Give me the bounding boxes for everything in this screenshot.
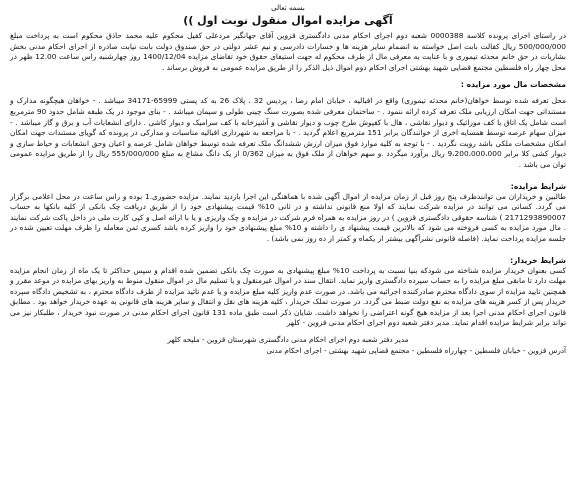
intro-paragraph: در راستای اجرای پرونده کلاسه 0000388 شعبه دوم اجرای احکام مدنی دادگستری قزوین آقای جهانگیر مردعلی کفیل محکوم علیه محمد حاذق محکوم است به پرداخت مبلغ 500/000/000 ریال کفالت بابت اصل خواسته به انضمام سایر هزینه ها و خسارات دادرسی و نیم عشر دولتی در حق صندوق دولت بابت نیابت صادره از اجرای احکام مدنی بخش بشاریات در حق خانم محدثه تیموری و با عنایت به معرفی مال از طرف محکوم له جهت استیفای حقوق خود تقاضای مزایده 1400/12/04 روز چهارشنبه راس ساعت 12.00 ظهر در محل چهار راه فلسطین مجتمع قضایی شهید بهشتی اجرای احکام دوم اموال ذیل الذکر را از طریق مزایده عمومی به فروش برساند . <box>10 31 566 72</box>
specs-paragraph: محل تعرفه شده توسط خواهان(خانم محدثه تیموری) واقع در اقبالیه ، خیابان امام رضا ، پردیس 32 ، پلاک 26 به کد پستی 65999-34171 میباشد . - خواهان هیچگونه مدارک و مستنداتی جهت امکان ارزیابی ملک تعرفه کرده ارائه ننمود . - ساختمان معرفی شده بصورت سنگ چینی طولی و سیمان میباشد . - بنای موجود در یک طبقه شامل حدود 90 مترمربع است شامل یک اتاق با کف موزائیک و دیوار نقاشی ، هال با کفپوش طرح چوب و دیوار نقاشی و آشپزخانه با کف سرامیک و دیوار کاشی . دارای انشعابات آب و برق و گاز میباشد . - میزان سهام عرصه توسط همسایه اخری از خوانندگان برابر 151 مترمربع اعلام گردید . - با مراجعه به شهرداری اقبالیه مناسبات و مدارکی در پرونده که گویای مستندات جهت امکان امکان مشخصات ملکی باشد رویت نگردید . - با توجه به کلیه موارد فوق میزان ارزش ششدانگ ملک تعرفه شده توسط خواهان شامل عرصه و اعیان وحق انشعابات و حیاط سازی و دیوار کشی کلا برابر 9،200،000،000 ریال برآورد میگردد .و سهم خواهان از ملک فوق به میزان 0/362 از یک دانگ مشاع به مبلغ 555/000/000 ریال را از طریق مزایده عمومی توان می باشد . <box>10 96 567 169</box>
notice-header <box>10 4 566 28</box>
basmala: بسمه تعالی <box>271 4 305 12</box>
conditions-paragraph: طالبین و خریداران می توانندظرف پنج روز قبل از زمان مزایده از اموال آگهی شده با هماهنگی این اجرا بازدید نمایند. مزایده حضوری.1 بوده و راس ساعت در محل اعلامی برگزار می گردد. کسانی می توانند در مزایده شرکت نمایند که اولا منع قانونی نداشته و در ثانی 10% قیمت پیشنهادی خود را از طریق دریافت چک بانکی از کلیه بانکها به حساب 2171293890007 ) شناسه حقوقی دادگستری قزوین ) در روز مزایده به همراه فرم شرکت در مزایده و چک واریزی و یا با ارائه اصل و کپی کارت ملی در داخل پاکت شرکت نمایند . مال مورد مزایده به کسی فروخته می شود که بالاترین قیمت پیشنهاد ی را داشته و 10% مبلغ پیشنهادی خود را واریز کرده باشد کسری ثمن معامله را ظرف مهلت تعیین شده در جلسه مزایده پرداخت نماید. (فاصله قانونی نشرآگهی بیشتر از یکماه و کمتر از ده روز نمی باشد) . <box>10 191 567 243</box>
footer-signature: مدیر دفتر شعبه دوم اجرای احکام مدنی دادگستری شهرستان قزوین - ملیحه کلهر <box>167 335 409 345</box>
buyer-paragraph: کسی بعنوان خریدار مزایده شناخته می شودکه بنیا نسبت به پرداخت 10% مبلغ پیشنهادی به صورت چک بانکی تضمین شده اقدام و سپس حداکثر تا یک ماه از زمان انجام مزایده مهلت دارد تا مابقی مبلغ مزایده را به حساب سپرده دادگستری واریز نماید. انتقال سند در اموال غیرمنقول و یا تسلیم مال در اموال منقول منوط به واریز بهای مزایده در موعد مقرر و همچنین تایید مزایده از سوی دادگاه محترم صادرکننده اجرائیه می باشد. در صورت عدم واریز کلیه مبلغ مزایده و یا عدم تائید مزایده از طرف دادگاه محترم ، به تشخیص دادگاه سپرده خریدار پس از کسر هزینه های مزایده به نفع دولت ضبط می گردد. در صورت تملک خریدار ، کلیه هزینه های نقل و انتقال و سایر هزینه های قانونی به عهده خریدار خواهد بود . مطابق قانون اجرای احکام مدنی اجرا بعد از مزایده هیچ گونه اعتراضی را نخواهد داشت. شایان ذکر است طبق ماده 131 قانون اجرای احکام مدنی در صورت نبود خریدار ، طلبکار نیز می تواند برابر شرایط مزایده اقدام نماید. مدیر دفتر شعبه دوم اجرای احکام مدنی قزوین - کلهر <box>10 265 566 328</box>
notice-title: آگهی مزایده اموال منقول نوبت اول )) <box>183 14 393 27</box>
specs-heading: مشخصات مال مورد مزایده : <box>460 80 566 90</box>
buyer-heading: شرایط خریدار: <box>510 255 566 265</box>
conditions-heading: شرایط مزایده: <box>510 181 566 191</box>
footer-address: آدرس قزوین - خیابان فلسطین - چهارراه فلسطین - مجتمع قضایی شهید بهشتی - اجرای احکام مدنی <box>266 345 566 355</box>
